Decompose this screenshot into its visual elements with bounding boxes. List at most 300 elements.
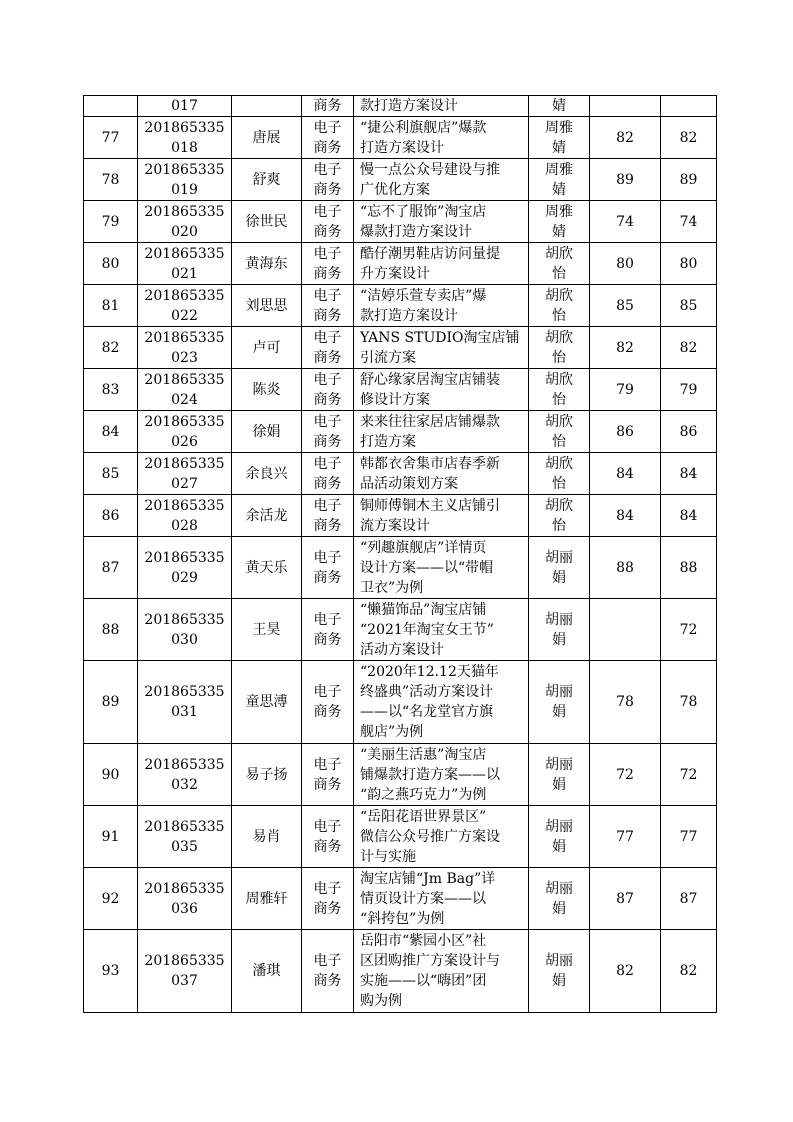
cell-topic-text: YANS STUDIO淘宝店铺 引流方案 xyxy=(360,329,520,366)
cell-student-id-text: 201865335 036 xyxy=(144,880,225,917)
cell-advisor xyxy=(529,243,590,285)
cell-advisor-text: 周雅 婧 xyxy=(545,203,573,240)
cell-student-id xyxy=(138,806,232,868)
cell-advisor xyxy=(529,453,590,495)
cell-score-1-text: 80 xyxy=(616,255,634,272)
cell-topic-text: 淘宝店铺“Jm Bag”详 情页设计方案——以 “斜挎包”为例 xyxy=(360,870,496,927)
cell-score-2-text: 74 xyxy=(679,213,698,230)
cell-topic-text: “2020年12.12天猫年 终盛典”活动方案设计 ——以“名龙堂官方旗 舰店”为例 xyxy=(360,664,499,740)
cell-student-id xyxy=(138,285,232,327)
cell-score-1-text: 79 xyxy=(616,381,634,398)
cell-topic-text: 韩都衣舍集市店春季新 品活动策划方案 xyxy=(360,455,500,492)
table-row xyxy=(84,661,717,744)
cell-name xyxy=(232,243,302,285)
cell-no xyxy=(84,661,138,744)
cell-name xyxy=(232,806,302,868)
cell-topic xyxy=(354,599,529,661)
cell-score-2-text: 84 xyxy=(679,507,698,524)
cell-name-text: 余活龙 xyxy=(245,507,288,524)
cell-score-2 xyxy=(661,159,717,201)
cell-topic xyxy=(354,661,529,744)
cell-advisor xyxy=(529,806,590,868)
cell-student-id xyxy=(138,537,232,599)
cell-student-id-text: 201865335 024 xyxy=(144,371,225,408)
cell-score-2 xyxy=(661,537,717,599)
cell-topic xyxy=(354,806,529,868)
cell-topic xyxy=(354,159,529,201)
cell-major-text: 电子 商务 xyxy=(313,549,342,586)
cell-topic xyxy=(354,96,529,117)
cell-score-1 xyxy=(590,327,661,369)
cell-no xyxy=(84,285,138,327)
cell-no xyxy=(84,453,138,495)
cell-no-text: 92 xyxy=(101,890,120,907)
cell-score-1 xyxy=(590,537,661,599)
table-row xyxy=(84,159,717,201)
cell-score-2 xyxy=(661,327,717,369)
cell-advisor xyxy=(529,930,590,1013)
cell-no xyxy=(84,599,138,661)
cell-score-2-text: 72 xyxy=(679,766,698,783)
table-row xyxy=(84,537,717,599)
cell-advisor xyxy=(529,327,590,369)
table-row xyxy=(84,201,717,243)
cell-advisor-text: 胡欣 怡 xyxy=(545,455,573,492)
cell-name-text: 易肖 xyxy=(252,828,281,845)
cell-name-text: 徐世民 xyxy=(245,213,288,230)
cell-major-text: 电子 商务 xyxy=(313,413,342,450)
cell-student-id-text: 201865335 023 xyxy=(144,329,225,366)
cell-no xyxy=(84,159,138,201)
cell-major xyxy=(302,96,354,117)
score-table xyxy=(83,95,717,1013)
cell-name-text: 舒爽 xyxy=(252,171,281,188)
cell-no-text: 78 xyxy=(101,171,120,188)
cell-no-text: 88 xyxy=(101,621,120,638)
cell-score-1 xyxy=(590,243,661,285)
cell-advisor-text: 胡丽 娟 xyxy=(545,549,573,586)
cell-score-1-text: 85 xyxy=(616,297,634,314)
cell-name xyxy=(232,537,302,599)
cell-no xyxy=(84,411,138,453)
cell-student-id-text: 201865335 029 xyxy=(144,549,225,586)
cell-score-1 xyxy=(590,285,661,327)
cell-advisor xyxy=(529,369,590,411)
cell-name xyxy=(232,411,302,453)
cell-score-2-text: 88 xyxy=(679,559,698,576)
table-row xyxy=(84,495,717,537)
cell-topic-text: “忘不了服饰”淘宝店 爆款打造方案设计 xyxy=(360,203,487,240)
cell-topic-text: “捷公利旗舰店”爆款 打造方案设计 xyxy=(360,119,487,156)
cell-advisor-text: 胡丽 娟 xyxy=(545,880,573,917)
cell-no-text: 82 xyxy=(101,339,120,356)
table-row xyxy=(84,285,717,327)
cell-score-2-text: 84 xyxy=(679,465,698,482)
cell-no-text: 83 xyxy=(101,381,120,398)
cell-no-text: 79 xyxy=(101,213,120,230)
cell-student-id xyxy=(138,159,232,201)
cell-major xyxy=(302,744,354,806)
cell-score-2-text: 78 xyxy=(679,694,698,710)
cell-score-2-text: 82 xyxy=(679,129,698,146)
cell-name-text: 卢可 xyxy=(252,339,281,356)
cell-score-1 xyxy=(590,453,661,495)
cell-name-text: 刘思思 xyxy=(245,297,288,314)
cell-score-1-text: 87 xyxy=(616,890,634,907)
cell-major xyxy=(302,285,354,327)
cell-topic-text: “岳阳花语世界景区” 微信公众号推广方案设 计与实施 xyxy=(360,808,500,865)
cell-score-1 xyxy=(590,599,661,661)
cell-student-id-text: 201865335 018 xyxy=(144,119,225,156)
cell-student-id-text: 201865335 019 xyxy=(144,161,225,198)
cell-student-id-text: 201865335 037 xyxy=(144,953,225,989)
cell-major xyxy=(302,201,354,243)
cell-no-text: 89 xyxy=(101,694,120,710)
cell-no-text: 81 xyxy=(101,297,120,314)
cell-name xyxy=(232,495,302,537)
cell-topic-text: 酷仔潮男鞋店访问量提 升方案设计 xyxy=(360,245,500,282)
cell-student-id xyxy=(138,411,232,453)
cell-major xyxy=(302,537,354,599)
table-row xyxy=(84,243,717,285)
cell-name xyxy=(232,930,302,1013)
cell-score-1-text: 74 xyxy=(616,213,634,230)
cell-major-text: 电子 商务 xyxy=(313,953,342,989)
cell-score-2-text: 72 xyxy=(679,621,698,638)
cell-score-1 xyxy=(590,495,661,537)
cell-advisor-text: 周雅 婧 xyxy=(545,161,573,198)
cell-topic xyxy=(354,369,529,411)
cell-topic-text: “洁婷乐萱专卖店”爆 款打造方案设计 xyxy=(360,287,487,324)
cell-topic xyxy=(354,411,529,453)
cell-score-2 xyxy=(661,243,717,285)
cell-major-text: 电子 商务 xyxy=(313,161,342,198)
cell-student-id xyxy=(138,495,232,537)
cell-score-2 xyxy=(661,661,717,744)
cell-no-text: 80 xyxy=(101,255,120,272)
cell-major xyxy=(302,868,354,930)
cell-student-id-text: 201865335 027 xyxy=(144,455,225,492)
cell-major xyxy=(302,495,354,537)
cell-advisor xyxy=(529,495,590,537)
cell-advisor xyxy=(529,117,590,159)
cell-topic xyxy=(354,243,529,285)
cell-score-2 xyxy=(661,930,717,1013)
cell-name-text: 陈炎 xyxy=(252,381,281,398)
cell-no xyxy=(84,806,138,868)
cell-student-id xyxy=(138,930,232,1013)
cell-student-id xyxy=(138,117,232,159)
cell-score-1 xyxy=(590,159,661,201)
cell-score-1-text: 82 xyxy=(616,963,634,979)
cell-student-id xyxy=(138,868,232,930)
cell-score-1 xyxy=(590,96,661,117)
cell-student-id-text: 017 xyxy=(171,98,198,114)
cell-major-text: 电子 商务 xyxy=(313,287,342,324)
cell-advisor xyxy=(529,868,590,930)
cell-no xyxy=(84,201,138,243)
cell-student-id-text: 201865335 035 xyxy=(144,818,225,855)
table-row xyxy=(84,369,717,411)
cell-advisor-text: 胡欣 怡 xyxy=(545,287,573,324)
cell-name xyxy=(232,285,302,327)
cell-major-text: 电子 商务 xyxy=(313,756,342,793)
cell-name xyxy=(232,159,302,201)
cell-no-text: 77 xyxy=(101,129,120,146)
cell-score-1 xyxy=(590,744,661,806)
cell-student-id xyxy=(138,369,232,411)
cell-topic xyxy=(354,327,529,369)
table-row xyxy=(84,327,717,369)
cell-score-2-text: 87 xyxy=(679,890,698,907)
cell-topic xyxy=(354,453,529,495)
cell-no xyxy=(84,96,138,117)
cell-no xyxy=(84,495,138,537)
cell-advisor-text: 胡丽 娟 xyxy=(545,684,573,720)
cell-student-id xyxy=(138,243,232,285)
cell-score-1 xyxy=(590,369,661,411)
cell-topic-text: 岳阳市“紫园小区”社 区团购推广方案设计与 实施——以“嗨团”团 购为例 xyxy=(360,933,500,1009)
cell-topic-text: 铜师傅铜木主义店铺引 流方案设计 xyxy=(360,497,500,534)
table-row xyxy=(84,117,717,159)
cell-major-text: 电子 商务 xyxy=(313,203,342,240)
cell-no-text: 91 xyxy=(101,828,120,845)
cell-name-text: 唐展 xyxy=(252,129,281,146)
cell-advisor-text: 胡欣 怡 xyxy=(545,245,573,282)
cell-major xyxy=(302,117,354,159)
cell-score-2 xyxy=(661,201,717,243)
cell-name xyxy=(232,201,302,243)
cell-advisor xyxy=(529,201,590,243)
cell-major xyxy=(302,411,354,453)
cell-name xyxy=(232,369,302,411)
cell-topic-text: “懒猫饰品”淘宝店铺 “2021年淘宝女王节” 活动方案设计 xyxy=(360,601,494,658)
table-row xyxy=(84,868,717,930)
cell-topic xyxy=(354,285,529,327)
cell-student-id xyxy=(138,327,232,369)
cell-no xyxy=(84,327,138,369)
cell-student-id-text: 201865335 028 xyxy=(144,497,225,534)
table-body xyxy=(84,96,717,1013)
cell-student-id-text: 201865335 032 xyxy=(144,756,225,793)
cell-score-2 xyxy=(661,96,717,117)
cell-no xyxy=(84,744,138,806)
cell-no xyxy=(84,868,138,930)
cell-name-text: 易子扬 xyxy=(245,766,288,783)
cell-score-1-text: 72 xyxy=(616,766,634,783)
cell-advisor xyxy=(529,96,590,117)
cell-advisor xyxy=(529,599,590,661)
cell-score-2 xyxy=(661,868,717,930)
cell-no xyxy=(84,117,138,159)
cell-score-1 xyxy=(590,930,661,1013)
table-row xyxy=(84,930,717,1013)
cell-student-id xyxy=(138,453,232,495)
cell-score-2-text: 80 xyxy=(679,255,698,272)
cell-score-1-text: 84 xyxy=(616,465,634,482)
cell-name xyxy=(232,599,302,661)
cell-name-text: 童思溥 xyxy=(245,694,288,710)
cell-no-text: 90 xyxy=(101,766,120,783)
cell-score-1-text: 82 xyxy=(616,129,634,146)
table-row xyxy=(84,599,717,661)
cell-topic-text: 慢一点公众号建设与推 广优化方案 xyxy=(360,161,500,198)
cell-no xyxy=(84,369,138,411)
cell-student-id-text: 201865335 020 xyxy=(144,203,225,240)
table-row xyxy=(84,453,717,495)
cell-score-2-text: 85 xyxy=(679,297,698,314)
cell-score-2 xyxy=(661,599,717,661)
table-row xyxy=(84,411,717,453)
cell-score-1 xyxy=(590,201,661,243)
cell-score-1-text: 78 xyxy=(616,694,634,710)
cell-advisor-text: 胡欣 怡 xyxy=(545,329,573,366)
cell-advisor xyxy=(529,661,590,744)
cell-no-text: 87 xyxy=(101,559,120,576)
cell-score-1-text: 84 xyxy=(616,507,634,524)
cell-major xyxy=(302,243,354,285)
cell-topic xyxy=(354,117,529,159)
cell-score-2 xyxy=(661,285,717,327)
cell-major-text: 电子 商务 xyxy=(313,880,342,917)
cell-major xyxy=(302,661,354,744)
cell-score-1-text: 88 xyxy=(616,559,634,576)
cell-student-id xyxy=(138,201,232,243)
cell-major-text: 电子 商务 xyxy=(313,455,342,492)
cell-advisor-text: 胡丽 娟 xyxy=(545,818,573,855)
cell-advisor-text: 胡欣 怡 xyxy=(545,413,573,450)
cell-topic xyxy=(354,744,529,806)
cell-advisor xyxy=(529,744,590,806)
cell-name-text: 周雅轩 xyxy=(245,890,288,907)
cell-score-2-text: 86 xyxy=(679,423,698,440)
cell-advisor xyxy=(529,411,590,453)
cell-major-text: 电子 商务 xyxy=(313,245,342,282)
cell-topic-text: 舒心缘家居淘宝店铺装 修设计方案 xyxy=(360,371,500,408)
cell-no-text: 93 xyxy=(101,963,120,979)
cell-student-id-text: 201865335 022 xyxy=(144,287,225,324)
cell-topic-text: 来来往往家居店铺爆款 打造方案 xyxy=(360,413,500,450)
cell-topic xyxy=(354,495,529,537)
cell-score-1 xyxy=(590,661,661,744)
cell-score-1 xyxy=(590,868,661,930)
cell-score-2 xyxy=(661,806,717,868)
cell-no xyxy=(84,243,138,285)
cell-name-text: 余良兴 xyxy=(245,465,288,482)
cell-name-text: 徐娟 xyxy=(252,423,281,440)
cell-score-1-text: 77 xyxy=(616,828,634,845)
cell-student-id xyxy=(138,599,232,661)
cell-name xyxy=(232,744,302,806)
cell-score-2-text: 89 xyxy=(679,171,698,188)
table-row xyxy=(84,744,717,806)
cell-advisor-text: 胡丽 娟 xyxy=(545,611,573,648)
cell-no-text: 85 xyxy=(101,465,120,482)
cell-name-text: 潘琪 xyxy=(252,963,281,979)
cell-major-text: 商务 xyxy=(313,98,342,114)
cell-student-id-text: 201865335 031 xyxy=(144,684,225,720)
cell-advisor-text: 胡丽 娟 xyxy=(545,953,573,989)
cell-major xyxy=(302,453,354,495)
cell-name-text: 黄天乐 xyxy=(245,559,288,576)
cell-name xyxy=(232,117,302,159)
table-row xyxy=(84,806,717,868)
cell-name-text: 王昊 xyxy=(252,621,281,638)
cell-topic xyxy=(354,930,529,1013)
cell-major-text: 电子 商务 xyxy=(313,684,342,720)
cell-score-2 xyxy=(661,369,717,411)
cell-score-2 xyxy=(661,744,717,806)
cell-score-1 xyxy=(590,411,661,453)
cell-major xyxy=(302,159,354,201)
cell-student-id xyxy=(138,661,232,744)
table-row xyxy=(84,96,717,117)
cell-name xyxy=(232,453,302,495)
cell-no-text: 86 xyxy=(101,507,120,524)
cell-score-2 xyxy=(661,117,717,159)
cell-name xyxy=(232,327,302,369)
cell-major xyxy=(302,599,354,661)
cell-score-2-text: 79 xyxy=(679,381,698,398)
cell-score-1-text: 82 xyxy=(616,339,634,356)
cell-major xyxy=(302,369,354,411)
cell-name xyxy=(232,661,302,744)
cell-name-text: 黄海东 xyxy=(245,255,288,272)
cell-major-text: 电子 商务 xyxy=(313,329,342,366)
cell-no-text: 84 xyxy=(101,423,120,440)
cell-advisor xyxy=(529,159,590,201)
cell-score-2 xyxy=(661,495,717,537)
cell-major-text: 电子 商务 xyxy=(313,611,342,648)
cell-major-text: 电子 商务 xyxy=(313,119,342,156)
cell-advisor-text: 周雅 婧 xyxy=(545,119,573,156)
cell-score-2 xyxy=(661,411,717,453)
cell-major-text: 电子 商务 xyxy=(313,497,342,534)
cell-topic-text: 款打造方案设计 xyxy=(360,98,458,114)
cell-topic-text: “美丽生活惠”淘宝店 铺爆款打造方案——以 “韵之燕巧克力”为例 xyxy=(360,746,500,803)
cell-score-1 xyxy=(590,117,661,159)
cell-advisor-text: 胡丽 娟 xyxy=(545,756,573,793)
cell-advisor-text: 胡欣 怡 xyxy=(545,497,573,534)
cell-student-id-text: 201865335 026 xyxy=(144,413,225,450)
cell-major-text: 电子 商务 xyxy=(313,371,342,408)
cell-topic xyxy=(354,868,529,930)
cell-score-1-text: 86 xyxy=(616,423,634,440)
cell-score-1-text: 89 xyxy=(616,171,634,188)
cell-major-text: 电子 商务 xyxy=(313,818,342,855)
cell-score-2 xyxy=(661,453,717,495)
cell-score-2-text: 77 xyxy=(679,828,698,845)
cell-major xyxy=(302,930,354,1013)
cell-major xyxy=(302,806,354,868)
cell-advisor xyxy=(529,537,590,599)
cell-no xyxy=(84,537,138,599)
cell-no xyxy=(84,930,138,1013)
cell-score-2-text: 82 xyxy=(679,963,698,979)
cell-student-id xyxy=(138,96,232,117)
cell-topic xyxy=(354,201,529,243)
cell-major xyxy=(302,327,354,369)
cell-student-id-text: 201865335 030 xyxy=(144,611,225,648)
cell-name xyxy=(232,96,302,117)
cell-score-2-text: 82 xyxy=(679,339,698,356)
cell-topic-text: “列趣旗舰店”详情页 设计方案——以“带帽 卫衣”为例 xyxy=(360,539,494,596)
cell-advisor xyxy=(529,285,590,327)
cell-name xyxy=(232,868,302,930)
cell-score-1 xyxy=(590,806,661,868)
cell-student-id xyxy=(138,744,232,806)
cell-advisor-text: 胡欣 怡 xyxy=(545,371,573,408)
